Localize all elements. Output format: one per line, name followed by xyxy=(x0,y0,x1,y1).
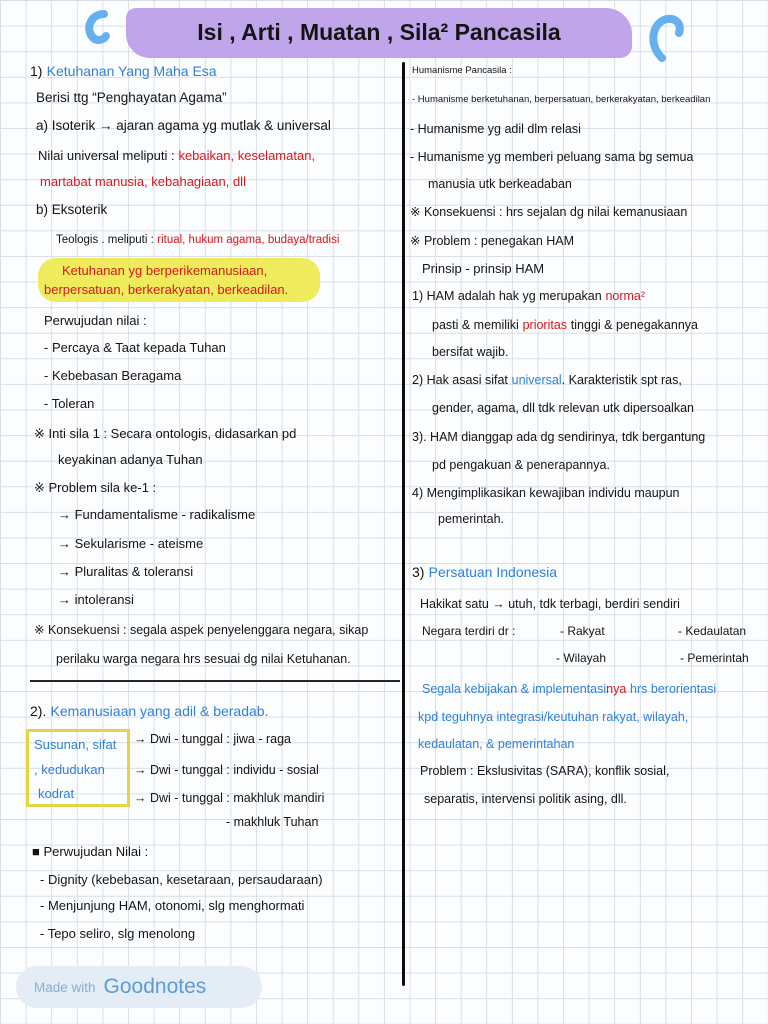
list-item: - Dignity (kebebasan, kesetaraan, persaudaraan) xyxy=(40,872,323,887)
list-item: - Kebebasan Beragama xyxy=(44,368,182,383)
sila1-heading xyxy=(30,62,217,80)
kebijakan-emphasis: nya xyxy=(606,682,627,696)
teologis-values: ritual, hukum agama, budaya/tradisi xyxy=(157,234,340,246)
sila1-nilai-line xyxy=(38,147,315,165)
box-line: Susunan, sifat xyxy=(34,737,117,752)
prinsip-1-text: 1) HAM adalah hak yg merupakan xyxy=(412,289,602,303)
highlight-line: Ketuhanan yg berperikemanusiaan, xyxy=(62,263,268,278)
prinsip-2 xyxy=(412,371,682,389)
list-item: - Humanisme yg adil dlm relasi xyxy=(410,122,581,136)
prinsip-1-emphasis: norma² xyxy=(605,289,646,303)
sila2-number: 2). xyxy=(30,703,47,719)
sila1-title: Ketuhanan Yang Maha Esa xyxy=(46,63,217,79)
humanisme-problem: ※ Problem : penegakan HAM xyxy=(410,234,575,248)
negara-item: - Rakyat xyxy=(560,624,605,638)
list-item: - Menjunjung HAM, otonomi, slg menghormati xyxy=(40,898,305,913)
list-item: - Percaya & Taat kepada Tuhan xyxy=(44,340,226,355)
list-item: → Fundamentalisme - radikalisme xyxy=(58,507,256,522)
sila2-title: Kemanusiaan yang adil & beradab. xyxy=(50,703,269,719)
badge-brand: Goodnotes xyxy=(103,975,207,998)
prinsip-2-text: 2) Hak asasi sifat xyxy=(412,373,508,387)
list-item: → Sekularisme - ateisme xyxy=(58,536,204,551)
section-divider xyxy=(30,680,400,682)
negara-item: - Wilayah xyxy=(556,651,607,665)
sila3-hakikat: Hakikat satu → utuh, tdk terbagi, berdiri sendiri xyxy=(420,597,680,611)
kebijakan-line: kpd teguhnya integrasi/keutuhan rakyat, wilayah, xyxy=(418,710,689,724)
sila1-inti-cont: keyakinan adanya Tuhan xyxy=(58,452,203,467)
dwi-tunggal-item: → Dwi - tunggal : jiwa - raga xyxy=(134,732,292,746)
dwi-tunggal-item: → Dwi - tunggal : individu - sosial xyxy=(134,763,319,777)
highlight-line: berpersatuan, berkerakyatan, berkeadilan. xyxy=(44,282,289,297)
list-item: - Humanisme yg memberi peluang sama bg semua xyxy=(410,150,694,164)
list-item: - Tepo seliro, slg menolong xyxy=(40,926,196,941)
prinsip-1-text: pasti & memiliki xyxy=(432,318,519,332)
prinsip-3-cont: pd pengakuan & penerapannya. xyxy=(432,458,610,472)
humanisme-detail: - Humanisme berketuhanan, berpersatuan, berkerakyatan, berkeadilan xyxy=(412,94,711,105)
sila1-teologis-line xyxy=(56,231,339,249)
sila3-problem: Problem : Ekslusivitas (SARA), konflik sosial, xyxy=(420,764,670,778)
sila1-perwujudan-label: Perwujudan nilai : xyxy=(44,313,147,328)
sila3-heading xyxy=(412,563,557,581)
nilai-values-cont: martabat manusia, kebahagiaan, dll xyxy=(40,174,246,189)
page-title: Isi , Arti , Muatan , Sila² Pancasila xyxy=(197,19,561,45)
sila3-title: Persatuan Indonesia xyxy=(428,564,558,580)
dwi-tunggal-item: - makhluk Tuhan xyxy=(226,815,319,829)
prinsip-2-text: . Karakteristik spt ras, xyxy=(561,373,682,387)
prinsip-ham-heading: Prinsip - prinsip HAM xyxy=(422,261,545,276)
left-swirl-doodle xyxy=(89,14,106,40)
sila1-isoterik: a) Isoterik → ajaran agama yg mutlak & universal xyxy=(36,118,331,133)
prinsip-4: 4) Mengimplikasikan kewajiban individu maupun xyxy=(412,486,680,500)
prinsip-3: 3). HAM dianggap ada dg sendirinya, tdk bergantung xyxy=(412,430,706,444)
sila2-heading xyxy=(30,702,268,720)
teologis-label: Teologis . meliputi : xyxy=(56,234,154,246)
goodnotes-badge xyxy=(16,966,262,1008)
kebijakan-line: kedaulatan, & pemerintahan xyxy=(418,737,575,751)
badge-prefix: Made with xyxy=(34,979,96,995)
list-item: - Toleran xyxy=(44,396,95,411)
sila1-number: 1) xyxy=(30,63,43,79)
negara-item: - Kedaulatan xyxy=(678,624,747,638)
list-item: manusia utk berkeadaban xyxy=(428,177,572,191)
negara-label: Negara terdiri dr : xyxy=(422,624,516,638)
prinsip-1-text: tinggi & penegakannya xyxy=(570,318,698,332)
humanisme-label: Humanisme Pancasila : xyxy=(412,65,512,76)
nilai-label: Nilai universal meliputi : xyxy=(38,148,175,163)
sila3-problem-cont: separatis, intervensi politik asing, dll. xyxy=(424,792,627,806)
sila1-problem-label: ※ Problem sila ke-1 : xyxy=(34,480,157,495)
kebijakan-text: Segala kebijakan & implementasi xyxy=(422,682,607,696)
sila1-konsekuensi-cont: perilaku warga negara hrs sesuai dg nilai Ketuhanan. xyxy=(56,652,351,666)
sila2-perwujudan-label: ■ Perwujudan Nilai : xyxy=(32,844,149,859)
sila3-number: 3) xyxy=(412,564,425,580)
prinsip-2-emphasis: universal xyxy=(511,373,562,387)
humanisme-konsekuensi: ※ Konsekuensi : hrs sejalan dg nilai kemanusiaan xyxy=(410,205,688,219)
kebijakan-line xyxy=(422,680,716,698)
sila1-inti: ※ Inti sila 1 : Secara ontologis, didasarkan pd xyxy=(34,426,297,441)
prinsip-1-cont: bersifat wajib. xyxy=(432,345,509,359)
prinsip-1-cont xyxy=(432,316,698,334)
column-divider xyxy=(402,62,405,986)
list-item: → Pluralitas & toleransi xyxy=(58,564,194,579)
prinsip-2-cont: gender, agama, dll tdk relevan utk dipersoalkan xyxy=(432,401,694,415)
prinsip-1-emphasis: prioritas xyxy=(522,318,568,332)
kebijakan-text: hrs berorientasi xyxy=(630,682,717,696)
sila1-eksoterik: b) Eksoterik xyxy=(36,202,108,217)
prinsip-1 xyxy=(412,287,645,305)
right-swirl-doodle xyxy=(653,19,679,58)
list-item: → intoleransi xyxy=(58,592,134,607)
sila1-intro: Berisi ttg “Penghayatan Agama” xyxy=(36,90,227,105)
box-line: , kedudukan xyxy=(34,762,105,777)
prinsip-4-cont: pemerintah. xyxy=(438,512,505,526)
sila1-konsekuensi: ※ Konsekuensi : segala aspek penyelenggara negara, sikap xyxy=(34,623,369,637)
negara-item: - Pemerintah xyxy=(680,651,749,665)
box-line: kodrat xyxy=(38,786,75,801)
nilai-values: kebaikan, keselamatan, xyxy=(178,148,316,163)
dwi-tunggal-item: → Dwi - tunggal : makhluk mandiri xyxy=(134,791,325,805)
